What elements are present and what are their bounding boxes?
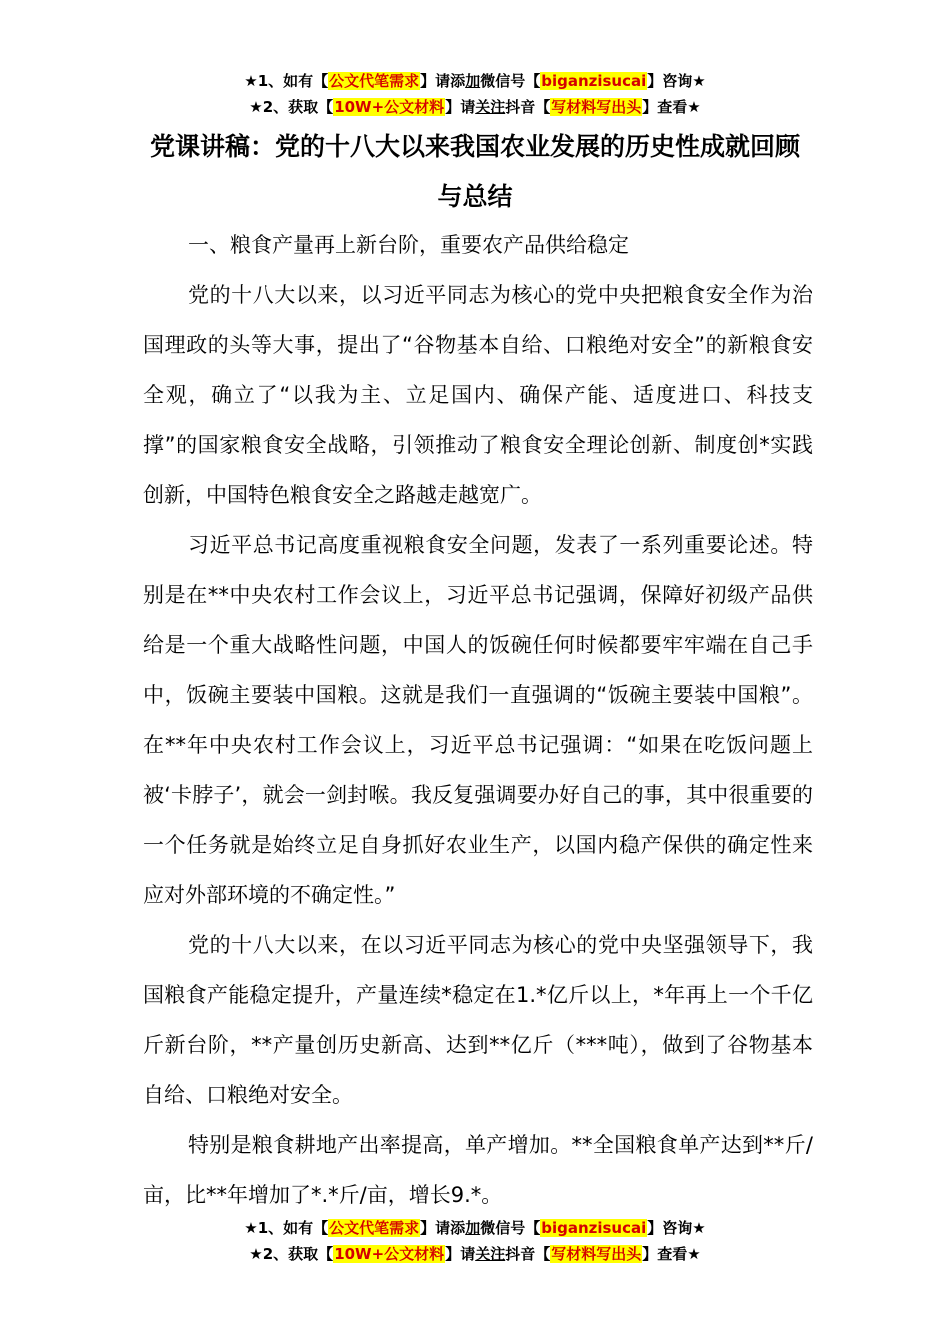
promo-highlight: 公文代笔需求: [329, 72, 420, 90]
douyin-account: 写材料写出头: [551, 1245, 642, 1263]
document-body: [143, 220, 813, 1220]
promo-line-1: ★1、如有【公文代笔需求】请添加微信号【biganzisucai】咨询★: [244, 1219, 706, 1237]
promo-highlight: 10W+公文材料: [334, 98, 445, 116]
section-heading: 一、粮食产量再上新台阶，重要农产品供给稳定: [188, 233, 629, 257]
promo-line-2: ★2、获取【10W+公文材料】请关注抖音【写材料写出头】查看★: [249, 1245, 701, 1263]
paragraph: 党的十八大以来，以习近平同志为核心的党中央把粮食安全作为治国理政的头等大事，提出了“谷物基本自给、口粮绝对安全”的新粮食安全观，确立了“以我为主、立足国内、确保产能、适度进口、科技支撑”的国家粮食安全战略，引领推动了粮食安全理论创新、制度创*实践创新，中国特色粮食安全之路越走越宽广。: [143, 283, 813, 507]
promo-banner-bottom: [0, 1215, 950, 1267]
promo-highlight: 公文代笔需求: [329, 1219, 420, 1237]
paragraph: 党的十八大以来，在以习近平同志为核心的党中央坚强领导下，我国粮食产能稳定提升，产量连续*稳定在1.*亿斤以上，*年再上一个千亿斤新台阶，**产量创历史新高、达到**亿斤（***吨），做到了谷物基本自给、口粮绝对安全。: [143, 933, 813, 1107]
wechat-id: biganzisucai: [541, 72, 647, 90]
paragraph: 习近平总书记高度重视粮食安全问题，发表了一系列重要论述。特别是在**中央农村工作会议上，习近平总书记强调，保障好初级产品供给是一个重大战略性问题，中国人的饭碗任何时候都要牢牢端在自己手中，饭碗主要装中国粮。这就是我们一直强调的“饭碗主要装中国粮”。在**年中央农村工作会议上，习近平总书记强调：“如果在吃饭问题上被‘卡脖子’，就会一剑封喉。我反复强调要办好自己的事，其中很重要的一个任务就是始终立足自身抓好农业生产，以国内稳产保供的确定性来应对外部环境的不确定性。”: [143, 533, 813, 907]
promo-line-1: ★1、如有【公文代笔需求】请添加微信号【biganzisucai】咨询★: [244, 72, 706, 90]
wechat-id: biganzisucai: [541, 1219, 647, 1237]
promo-highlight: 10W+公文材料: [334, 1245, 445, 1263]
document-title: 党课讲稿：党的十八大以来我国农业发展的历史性成就回顾与总结: [149, 132, 800, 211]
promo-banner-top: [0, 68, 950, 120]
douyin-account: 写材料写出头: [551, 98, 642, 116]
promo-line-2: ★2、获取【10W+公文材料】请关注抖音【写材料写出头】查看★: [249, 98, 701, 116]
paragraph: 特别是粮食耕地产出率提高，单产增加。**全国粮食单产达到**斤/亩，比**年增加了*.*斤/亩，增长9.*。: [143, 1133, 813, 1207]
